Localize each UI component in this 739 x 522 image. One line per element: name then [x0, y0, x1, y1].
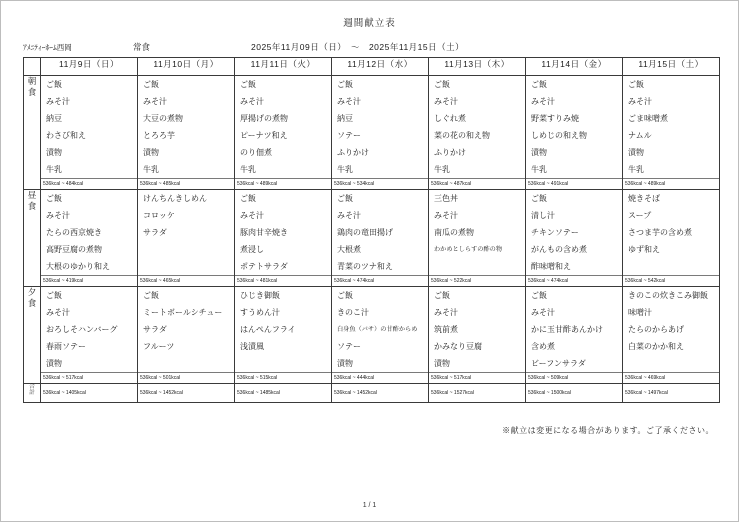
cell-total-day7: [623, 384, 720, 403]
menu-item: [235, 355, 331, 372]
menu-item: はんぺんフライ: [240, 325, 296, 334]
menu-item: 大豆の煮物: [143, 114, 183, 123]
menu-items: [526, 76, 622, 178]
menu-item: みそ汁: [240, 97, 264, 106]
menu-item: ビーフンサラダ: [531, 359, 586, 368]
menu-items: [332, 287, 428, 372]
menu-items: [332, 76, 428, 178]
cell-breakfast-day6: [526, 76, 623, 190]
menu-item: 納豆: [337, 114, 353, 123]
menu-item: サラダ: [143, 228, 167, 237]
menu-item: 豚肉甘辛焼き: [240, 228, 288, 237]
menu-item: 漬物: [628, 148, 644, 157]
calorie-value: 536kcal ~ 491kcal: [526, 178, 622, 189]
row-label-dinner: [24, 287, 41, 384]
total-calorie-value: 536kcal ~ 1452kcal: [334, 390, 377, 396]
total-calorie-value: 536kcal ~ 1527kcal: [431, 390, 474, 396]
menu-items: [526, 190, 622, 275]
menu-item: 牛乳: [434, 165, 450, 174]
cell-dinner-day6: [526, 287, 623, 384]
period-range: 2025年11月09日（日） ～ 2025年11月15日（土）: [251, 42, 465, 52]
total-calorie-value: 536kcal ~ 1497kcal: [625, 390, 668, 396]
cell-breakfast-day2: [138, 76, 235, 190]
menu-item: みそ汁: [434, 97, 458, 106]
calorie-value: 536kcal ~ 522kcal: [429, 275, 525, 286]
menu-item: 漬物: [337, 359, 353, 368]
calorie-value: 536kcal ~ 481kcal: [235, 275, 331, 286]
menu-item: しめじの和え物: [531, 131, 587, 140]
menu-item: みそ汁: [46, 308, 70, 317]
menu-item: サラダ: [143, 325, 167, 334]
menu-item: ピーナツ和え: [240, 131, 288, 140]
calorie-value: 536kcal ~ 469kcal: [623, 372, 719, 383]
menu-item: 三色丼: [434, 194, 458, 203]
menu-item: わさび和え: [46, 131, 86, 140]
menu-item: みそ汁: [240, 211, 264, 220]
menu-item: のり佃煮: [240, 148, 272, 157]
menu-item: 浅漬風: [240, 342, 264, 351]
menu-item: おろしそハンバーグ: [46, 325, 118, 334]
footer-note: ※献立は変更になる場合があります。ご了承ください。: [502, 426, 714, 435]
menu-item: みそ汁: [434, 211, 458, 220]
cell-dinner-day5: [429, 287, 526, 384]
menu-item: フルーツ: [143, 342, 175, 351]
menu-item: ミートボールシチュー: [143, 308, 223, 317]
menu-item: 牛乳: [240, 165, 256, 174]
cell-lunch-day6: [526, 190, 623, 287]
menu-item: 牛乳: [337, 165, 353, 174]
column-header-day-5: 11月13日（木）: [429, 58, 526, 76]
cell-total-day3: [235, 384, 332, 403]
menu-item: ご飯: [337, 80, 353, 89]
menu-items: [623, 76, 719, 178]
calorie-value: 536kcal ~ 484kcal: [41, 178, 137, 189]
menu-item: 牛乳: [46, 165, 62, 174]
menu-item: スープ: [628, 211, 652, 220]
cell-breakfast-day7: [623, 76, 720, 190]
menu-item: ポテトサラダ: [240, 262, 288, 271]
menu-item: すうめん汁: [240, 308, 280, 317]
menu-item: わかめとしらすの酢の物: [434, 246, 503, 253]
menu-item: ご飯: [434, 291, 450, 300]
menu-item: 白身魚（バサ）の甘酢からめ: [337, 326, 418, 333]
menu-items: [623, 287, 719, 372]
cell-lunch-day4: [332, 190, 429, 287]
menu-items: [429, 76, 525, 178]
facility-name: ｱﾒﾆﾃｨｰﾎｰﾑ西岡: [23, 43, 72, 52]
cell-breakfast-day5: [429, 76, 526, 190]
menu-item: みそ汁: [434, 308, 458, 317]
cell-total-day6: [526, 384, 623, 403]
column-header-day-2: 11月10日（月）: [138, 58, 235, 76]
menu-items: [235, 190, 331, 275]
page-number: 1 / 1: [362, 502, 377, 509]
menu-items: [235, 76, 331, 178]
menu-item: 牛乳: [143, 165, 159, 174]
menu-items: [138, 287, 234, 372]
menu-item: ごま味噌煮: [628, 114, 668, 123]
cell-total-day4: [332, 384, 429, 403]
menu-item: [138, 258, 234, 275]
menu-items: [429, 190, 525, 275]
menu-item: ご飯: [240, 80, 256, 89]
menu-items: [138, 190, 234, 275]
row-label-breakfast-line2: 食: [27, 86, 37, 97]
row-label-lunch: [24, 190, 41, 287]
menu-item: 漬物: [46, 148, 62, 157]
calorie-value: 536kcal ~ 419kcal: [41, 275, 137, 286]
page-title: 週間献立表: [343, 18, 396, 29]
row-label-lunch-line1: 昼: [27, 190, 37, 200]
menu-item: たらのからあげ: [628, 325, 684, 334]
menu-item: ふりかけ: [337, 148, 369, 157]
menu-item: 鶏肉の竜田揚げ: [337, 228, 393, 237]
menu-item: ご飯: [628, 80, 644, 89]
menu-item: [138, 241, 234, 258]
cell-dinner-day7: [623, 287, 720, 384]
menu-item: ご飯: [531, 194, 547, 203]
menu-item: かみなり豆腐: [434, 342, 482, 351]
calorie-value: 536kcal ~ 509kcal: [526, 372, 622, 383]
calorie-value: 536kcal ~ 517kcal: [429, 372, 525, 383]
meal-type: 常食: [133, 42, 151, 52]
menu-items: [138, 76, 234, 178]
calorie-value: 536kcal ~ 515kcal: [235, 372, 331, 383]
cell-dinner-day3: [235, 287, 332, 384]
menu-item: みそ汁: [531, 97, 555, 106]
calorie-value: 536kcal ~ 474kcal: [332, 275, 428, 286]
total-calorie-value: 536kcal ~ 1500kcal: [528, 390, 571, 396]
column-header-day-6: 11月14日（金）: [526, 58, 623, 76]
menu-item: さつま芋の含め煮: [628, 228, 692, 237]
menu-item: みそ汁: [628, 97, 652, 106]
cell-lunch-day2: [138, 190, 235, 287]
menu-item: たらの西京焼き: [46, 228, 102, 237]
row-label-dinner-line2: 食: [27, 297, 37, 308]
cell-lunch-day1: [41, 190, 138, 287]
cell-total-day5: [429, 384, 526, 403]
calorie-value: 536kcal ~ 444kcal: [332, 372, 428, 383]
menu-item: [623, 258, 719, 275]
menu-item: ナムル: [628, 131, 652, 140]
menu-item: 高野豆腐の煮物: [46, 245, 102, 254]
menu-item: 南瓜の煮物: [434, 228, 474, 237]
menu-item: みそ汁: [337, 211, 361, 220]
row-label-dinner-line1: 夕: [27, 287, 37, 297]
menu-item: みそ汁: [337, 97, 361, 106]
calorie-value: 536kcal ~ 474kcal: [526, 275, 622, 286]
menu-item: コロッケ: [143, 211, 175, 220]
column-header-day-1: 11月9日（日）: [41, 58, 138, 76]
cell-total-day1: [41, 384, 138, 403]
table-row-breakfast: [24, 76, 720, 190]
header-corner: [24, 58, 41, 76]
menu-item: とろろ芋: [143, 131, 175, 140]
column-header-day-3: 11月11日（火）: [235, 58, 332, 76]
menu-item: 清し汁: [531, 211, 555, 220]
cell-dinner-day4: [332, 287, 429, 384]
cell-lunch-day3: [235, 190, 332, 287]
menu-item: みそ汁: [46, 97, 70, 106]
menu-items: [41, 190, 137, 275]
calorie-value: 536kcal ~ 489kcal: [623, 178, 719, 189]
menu-item: みそ汁: [46, 211, 70, 220]
menu-item: [623, 355, 719, 372]
menu-item: 煮浸し: [240, 245, 264, 254]
menu-item: 筑前煮: [434, 325, 458, 334]
document-meta: [1, 41, 738, 53]
menu-item: きのこの炊きこみ御飯: [628, 291, 708, 300]
row-label-total: [24, 384, 41, 403]
row-label-total-line1: 合: [29, 384, 35, 390]
calorie-value: 536kcal ~ 542kcal: [623, 275, 719, 286]
calorie-value: 536kcal ~ 487kcal: [429, 178, 525, 189]
menu-items: [332, 190, 428, 275]
calorie-value: 536kcal ~ 489kcal: [235, 178, 331, 189]
menu-item: しぐれ煮: [434, 114, 466, 123]
menu-items: [623, 190, 719, 275]
menu-item: ご飯: [240, 194, 256, 203]
menu-item: ソテー: [337, 342, 361, 351]
menu-item: きのこ汁: [337, 308, 369, 317]
menu-items: [526, 287, 622, 372]
menu-item: みそ汁: [531, 308, 555, 317]
column-header-day-4: 11月12日（水）: [332, 58, 429, 76]
menu-item: 酢味噌和え: [531, 262, 571, 271]
cell-breakfast-day1: [41, 76, 138, 190]
menu-item: 野菜すりみ焼: [531, 114, 579, 123]
menu-item: 菜の花の和え物: [434, 131, 490, 140]
menu-item: けんちんきしめん: [143, 194, 207, 203]
menu-item: 青菜のツナ和え: [337, 262, 393, 271]
cell-total-day2: [138, 384, 235, 403]
table-row-dinner: [24, 287, 720, 384]
menu-item: 大根煮: [337, 245, 361, 254]
menu-item: ご飯: [46, 80, 62, 89]
menu-item: 白菜のかか和え: [628, 342, 684, 351]
calorie-value: 536kcal ~ 485kcal: [138, 178, 234, 189]
menu-item: 含め煮: [531, 342, 555, 351]
menu-item: ご飯: [531, 80, 547, 89]
menu-item: ご飯: [143, 291, 159, 300]
menu-item: 大根のゆかり和え: [46, 262, 110, 271]
total-calorie-value: 536kcal ~ 1485kcal: [237, 390, 280, 396]
cell-lunch-day5: [429, 190, 526, 287]
menu-items: [41, 76, 137, 178]
menu-item: ご飯: [337, 291, 353, 300]
menu-items: [41, 287, 137, 372]
weekly-menu-table: [23, 57, 720, 403]
row-label-lunch-line2: 食: [27, 200, 37, 211]
cell-dinner-day1: [41, 287, 138, 384]
row-label-total-line2: 計: [29, 390, 35, 397]
total-calorie-value: 536kcal ~ 1405kcal: [43, 390, 86, 396]
menu-item: 納豆: [46, 114, 62, 123]
menu-item: 春雨ソテー: [46, 342, 86, 351]
cell-lunch-day7: [623, 190, 720, 287]
menu-items: [429, 287, 525, 372]
menu-item: 味噌汁: [628, 308, 652, 317]
total-calorie-value: 536kcal ~ 1452kcal: [140, 390, 183, 396]
menu-item: 厚揚げの煮物: [240, 114, 288, 123]
cell-breakfast-day4: [332, 76, 429, 190]
row-label-breakfast-line1: 朝: [27, 76, 37, 86]
menu-item: ご飯: [434, 80, 450, 89]
menu-item: 焼きそば: [628, 194, 660, 203]
table-row-lunch: [24, 190, 720, 287]
column-header-day-7: 11月15日（土）: [623, 58, 720, 76]
calorie-value: 536kcal ~ 501kcal: [138, 372, 234, 383]
menu-item: かに玉甘酢あんかけ: [531, 325, 603, 334]
menu-item: 牛乳: [628, 165, 644, 174]
menu-item: ソテー: [337, 131, 361, 140]
menu-item: 牛乳: [531, 165, 547, 174]
cell-dinner-day2: [138, 287, 235, 384]
menu-item: 漬物: [531, 148, 547, 157]
menu-item: ゆず和え: [628, 245, 660, 254]
menu-item: ご飯: [46, 194, 62, 203]
cell-breakfast-day3: [235, 76, 332, 190]
menu-item: 漬物: [143, 148, 159, 157]
menu-item: みそ汁: [143, 97, 167, 106]
menu-item: ご飯: [531, 291, 547, 300]
menu-item: がんもの含め煮: [531, 245, 587, 254]
menu-item: ひじき御飯: [240, 291, 280, 300]
menu-item: ご飯: [337, 194, 353, 203]
menu-item: チキンソテー: [531, 228, 579, 237]
menu-item: ご飯: [46, 291, 62, 300]
menu-item: 漬物: [46, 359, 62, 368]
menu-item: ご飯: [143, 80, 159, 89]
calorie-value: 536kcal ~ 465kcal: [138, 275, 234, 286]
menu-item: 漬物: [434, 359, 450, 368]
row-label-breakfast: [24, 76, 41, 190]
menu-items: [235, 287, 331, 372]
menu-item: [429, 258, 525, 275]
menu-item: ふりかけ: [434, 148, 466, 157]
table-row-total: [24, 384, 720, 403]
calorie-value: 536kcal ~ 517kcal: [41, 372, 137, 383]
menu-item: [138, 355, 234, 372]
table-header-row: [24, 58, 720, 76]
calorie-value: 536kcal ~ 534kcal: [332, 178, 428, 189]
